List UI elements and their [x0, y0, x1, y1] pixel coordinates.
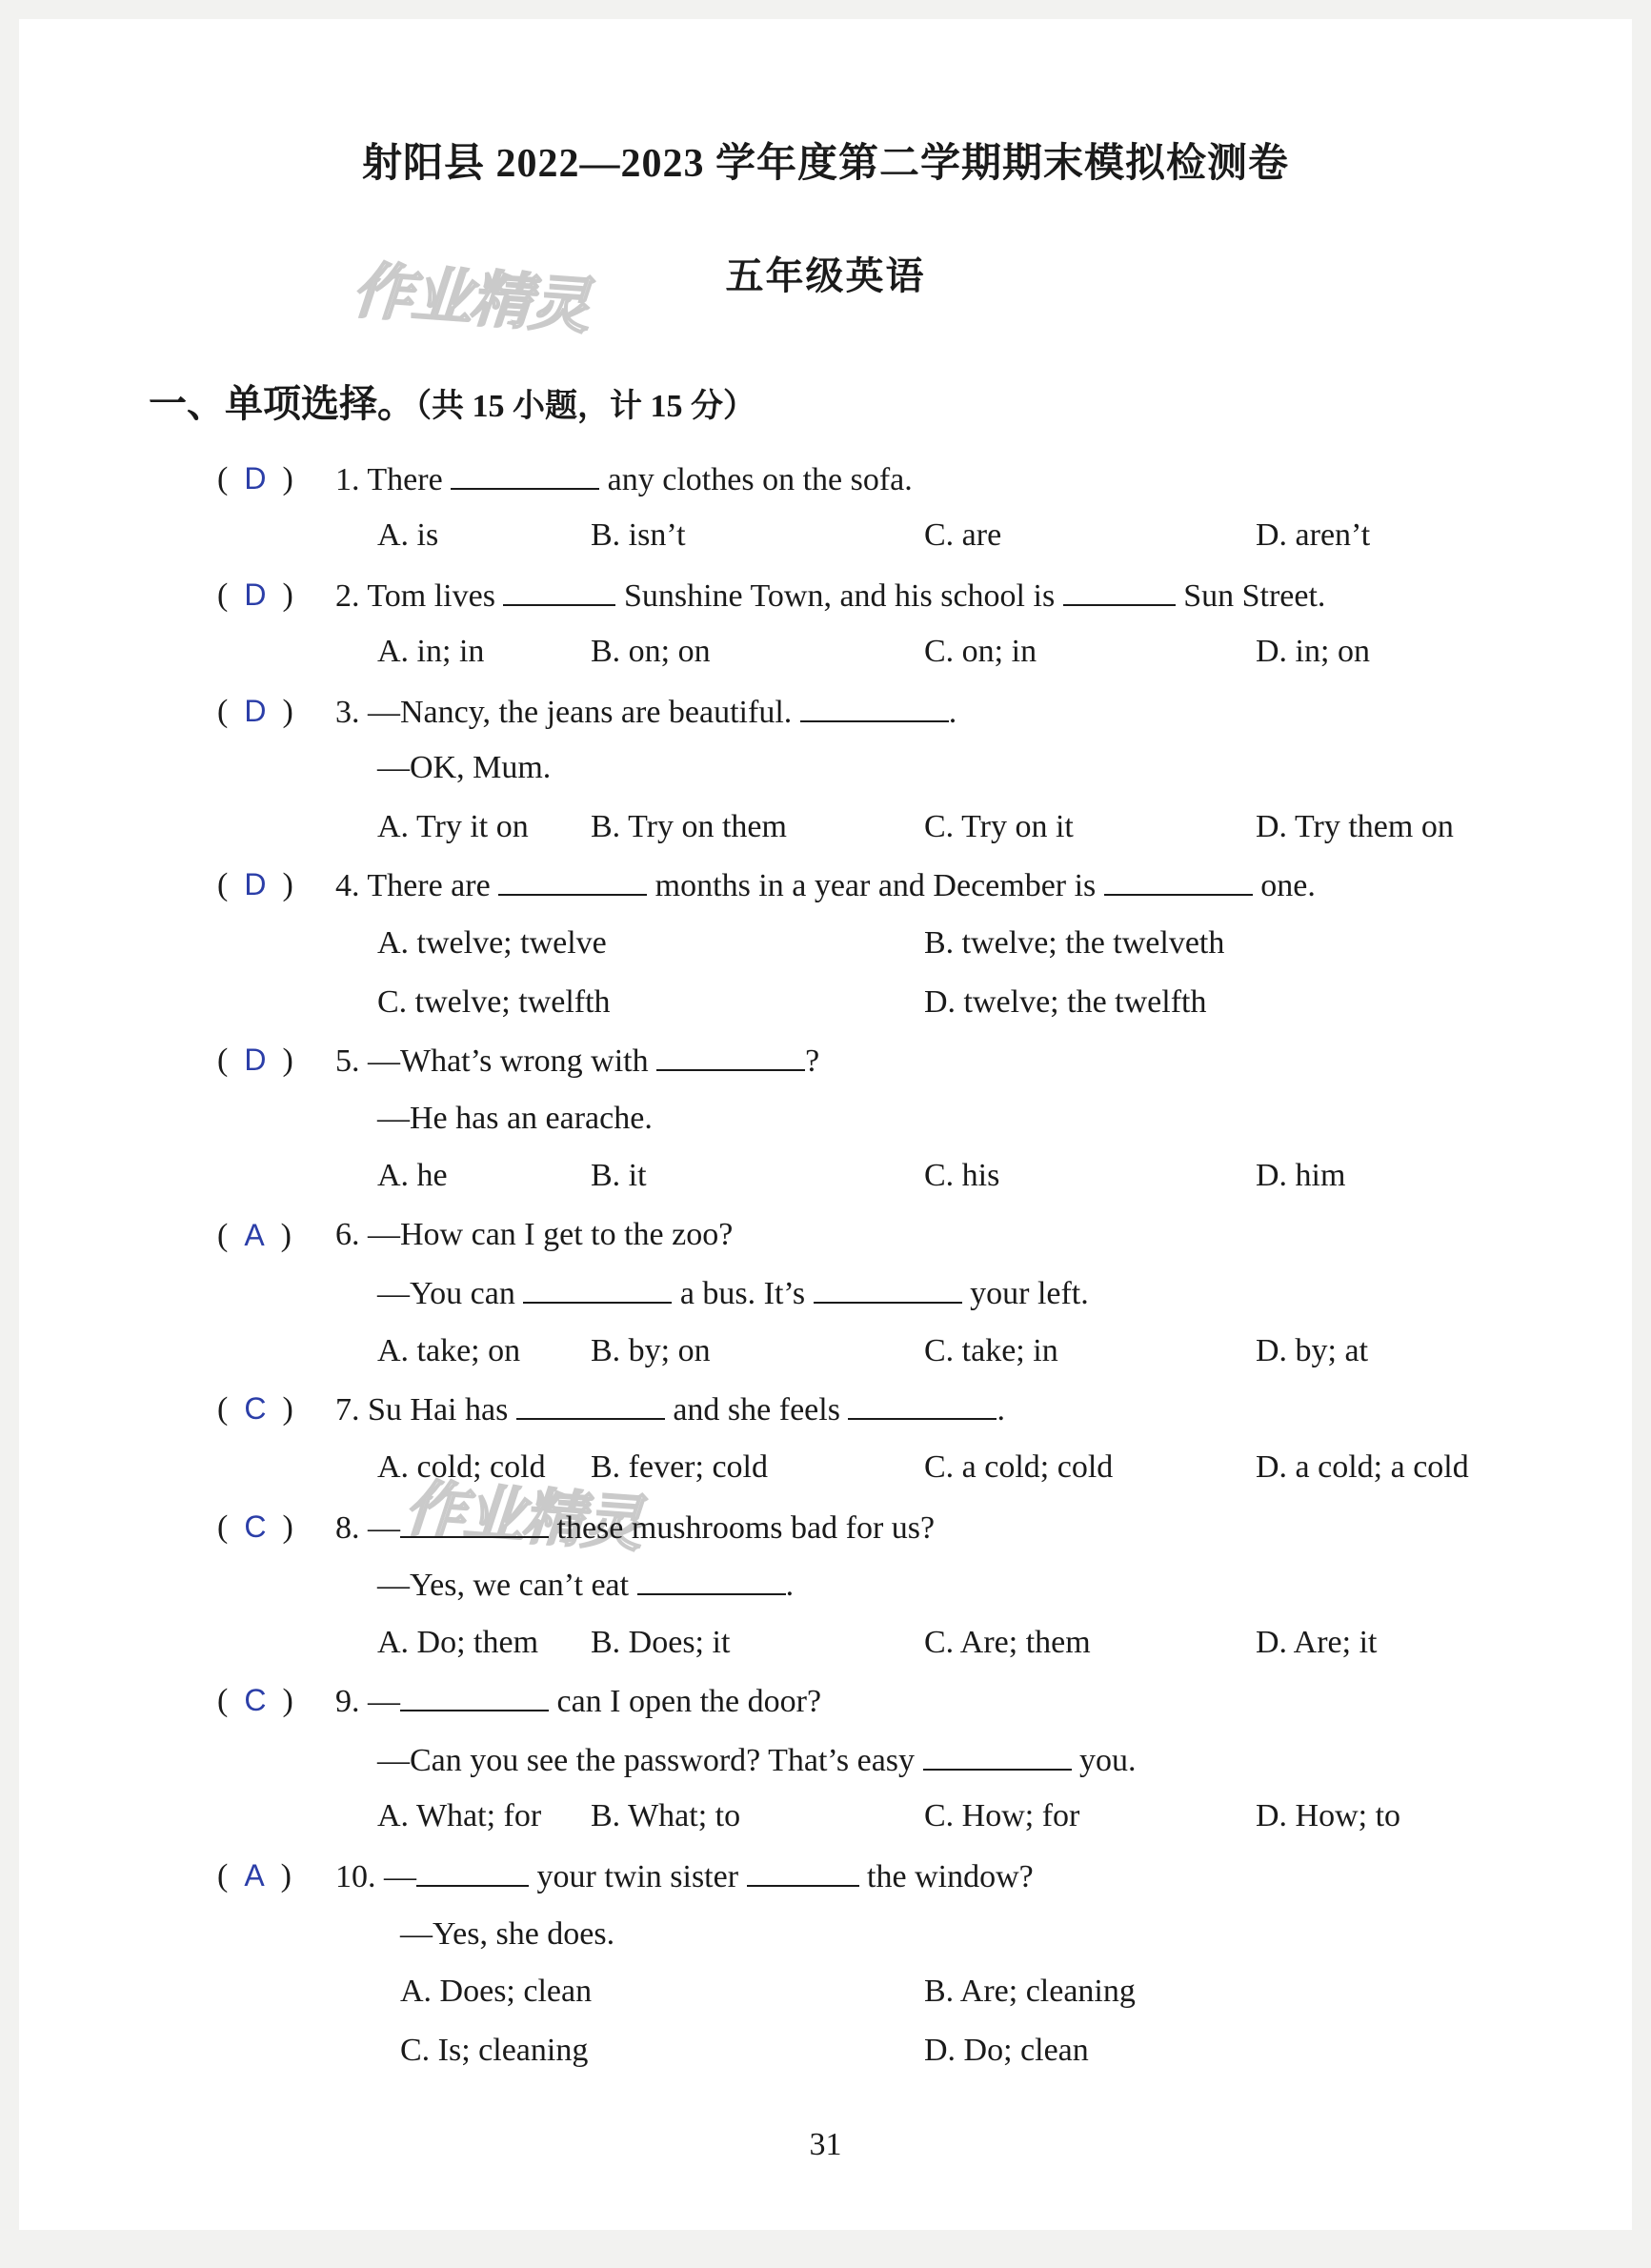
option: A. twelve; twelve — [377, 925, 607, 961]
option: C. are — [924, 517, 1002, 553]
option: C. take; in — [924, 1333, 1058, 1368]
option: D. a cold; a cold — [1256, 1449, 1469, 1485]
answer-box: ( D ) — [217, 461, 293, 496]
option: A. Try it on — [377, 809, 529, 844]
option: D. Try them on — [1256, 809, 1454, 844]
watermark: 作业精灵 — [350, 255, 591, 343]
answer-letter: A — [244, 1218, 265, 1252]
question-stem: 10. — your twin sister the window? — [335, 1856, 1034, 1896]
option: C. How; for — [924, 1798, 1080, 1833]
answer-blank — [400, 1681, 549, 1711]
watermark: 作业精灵 — [402, 1473, 643, 1561]
option: C. on; in — [924, 634, 1037, 669]
answer-letter: C — [244, 1509, 267, 1544]
option: C. Try on it — [924, 809, 1074, 844]
option: C. his — [924, 1158, 1000, 1193]
option: B. twelve; the twelveth — [924, 925, 1225, 961]
answer-letter: D — [244, 1043, 267, 1077]
answer-blank — [451, 459, 599, 490]
answer-box: ( C ) — [217, 1509, 293, 1545]
question-stem: 5. —What’s wrong with ? — [335, 1041, 819, 1081]
option: D. by; at — [1256, 1333, 1369, 1368]
option: A. cold; cold — [377, 1449, 546, 1485]
answer-box: ( C ) — [217, 1683, 293, 1718]
question-reply: —Yes, she does. — [400, 1916, 615, 1952]
answer-blank — [498, 865, 647, 896]
exam-page — [19, 19, 1632, 2230]
page-title: 射阳县 2022—2023 学年度第二学期期末模拟检测卷 — [361, 142, 1289, 186]
section-heading: 一、单项选择。 — [149, 382, 415, 425]
option: D. Do; clean — [924, 2033, 1089, 2068]
answer-blank — [523, 1273, 672, 1304]
answer-blank — [1063, 576, 1176, 606]
question-stem: 7. Su Hai has and she feels . — [335, 1389, 1005, 1429]
question-reply: —Can you see the password? That’s easy you. — [377, 1740, 1137, 1780]
answer-blank — [747, 1856, 859, 1887]
option: B. by; on — [591, 1333, 711, 1368]
option: A. in; in — [377, 634, 485, 669]
question-list — [19, 19, 1632, 2230]
answer-letter: D — [244, 461, 267, 496]
answer-letter: D — [244, 867, 267, 901]
question-stem: 6. —How can I get to the zoo? — [335, 1217, 734, 1252]
option: D. twelve; the twelfth — [924, 984, 1207, 1020]
option: C. Is; cleaning — [400, 2033, 589, 2068]
section-note: （共 15 小题，计 15 分） — [415, 389, 755, 424]
option: A. take; on — [377, 1333, 521, 1368]
answer-box: ( A ) — [217, 1218, 292, 1253]
answer-box: ( D ) — [217, 1043, 293, 1078]
answer-blank — [400, 1508, 549, 1538]
answer-blank — [923, 1740, 1072, 1771]
question-stem: 9. — can I open the door? — [335, 1681, 821, 1721]
question-reply: —He has an earache. — [377, 1101, 653, 1136]
answer-box: ( D ) — [217, 577, 293, 613]
option: D. aren’t — [1256, 517, 1371, 553]
answer-blank — [800, 692, 949, 722]
answer-letter: D — [244, 694, 267, 728]
option: D. him — [1256, 1158, 1346, 1193]
option: B. fever; cold — [591, 1449, 768, 1485]
answer-blank — [516, 1389, 665, 1420]
answer-blank — [637, 1565, 786, 1595]
option: B. on; on — [591, 634, 711, 669]
option: A. Do; them — [377, 1625, 539, 1660]
option: D. Are; it — [1256, 1625, 1378, 1660]
page-number: 31 — [809, 2127, 842, 2162]
answer-blank — [503, 576, 615, 606]
option: B. What; to — [591, 1798, 741, 1833]
answer-box: ( C ) — [217, 1391, 293, 1427]
question-stem: 8. — these mushrooms bad for us? — [335, 1508, 935, 1548]
answer-blank — [848, 1389, 997, 1420]
answer-blank — [1104, 865, 1253, 896]
answer-box: ( A ) — [217, 1858, 292, 1893]
question-stem: 3. —Nancy, the jeans are beautiful. . — [335, 692, 956, 732]
option: A. Does; clean — [400, 1974, 593, 2009]
option: B. Are; cleaning — [924, 1974, 1136, 2009]
option: C. a cold; cold — [924, 1449, 1114, 1485]
answer-letter: D — [244, 577, 267, 612]
answer-blank — [814, 1273, 962, 1304]
answer-box: ( D ) — [217, 867, 293, 902]
option: C. Are; them — [924, 1625, 1091, 1660]
option: B. isn’t — [591, 517, 686, 553]
answer-letter: C — [244, 1683, 267, 1717]
option: D. in; on — [1256, 634, 1370, 669]
option: A. What; for — [377, 1798, 542, 1833]
question-stem: 2. Tom lives Sunshine Town, and his school is Sun Street. — [335, 576, 1325, 616]
answer-letter: C — [244, 1391, 267, 1426]
option: C. twelve; twelfth — [377, 984, 611, 1020]
question-reply: —Yes, we can’t eat . — [377, 1565, 794, 1605]
answer-blank — [416, 1856, 529, 1887]
option: B. Try on them — [591, 809, 787, 844]
answer-blank — [656, 1041, 805, 1071]
option: D. How; to — [1256, 1798, 1401, 1833]
answer-box: ( D ) — [217, 694, 293, 729]
page-subtitle: 五年级英语 — [725, 254, 926, 297]
option: B. Does; it — [591, 1625, 731, 1660]
question-reply: —OK, Mum. — [377, 750, 552, 785]
answer-letter: A — [244, 1858, 265, 1893]
option: A. is — [377, 517, 439, 553]
option: A. he — [377, 1158, 448, 1193]
option: B. it — [591, 1158, 647, 1193]
question-reply: —You can a bus. It’s your left. — [377, 1273, 1089, 1313]
question-stem: 4. There are months in a year and December is one. — [335, 865, 1316, 905]
question-stem: 1. There any clothes on the sofa. — [335, 459, 913, 499]
